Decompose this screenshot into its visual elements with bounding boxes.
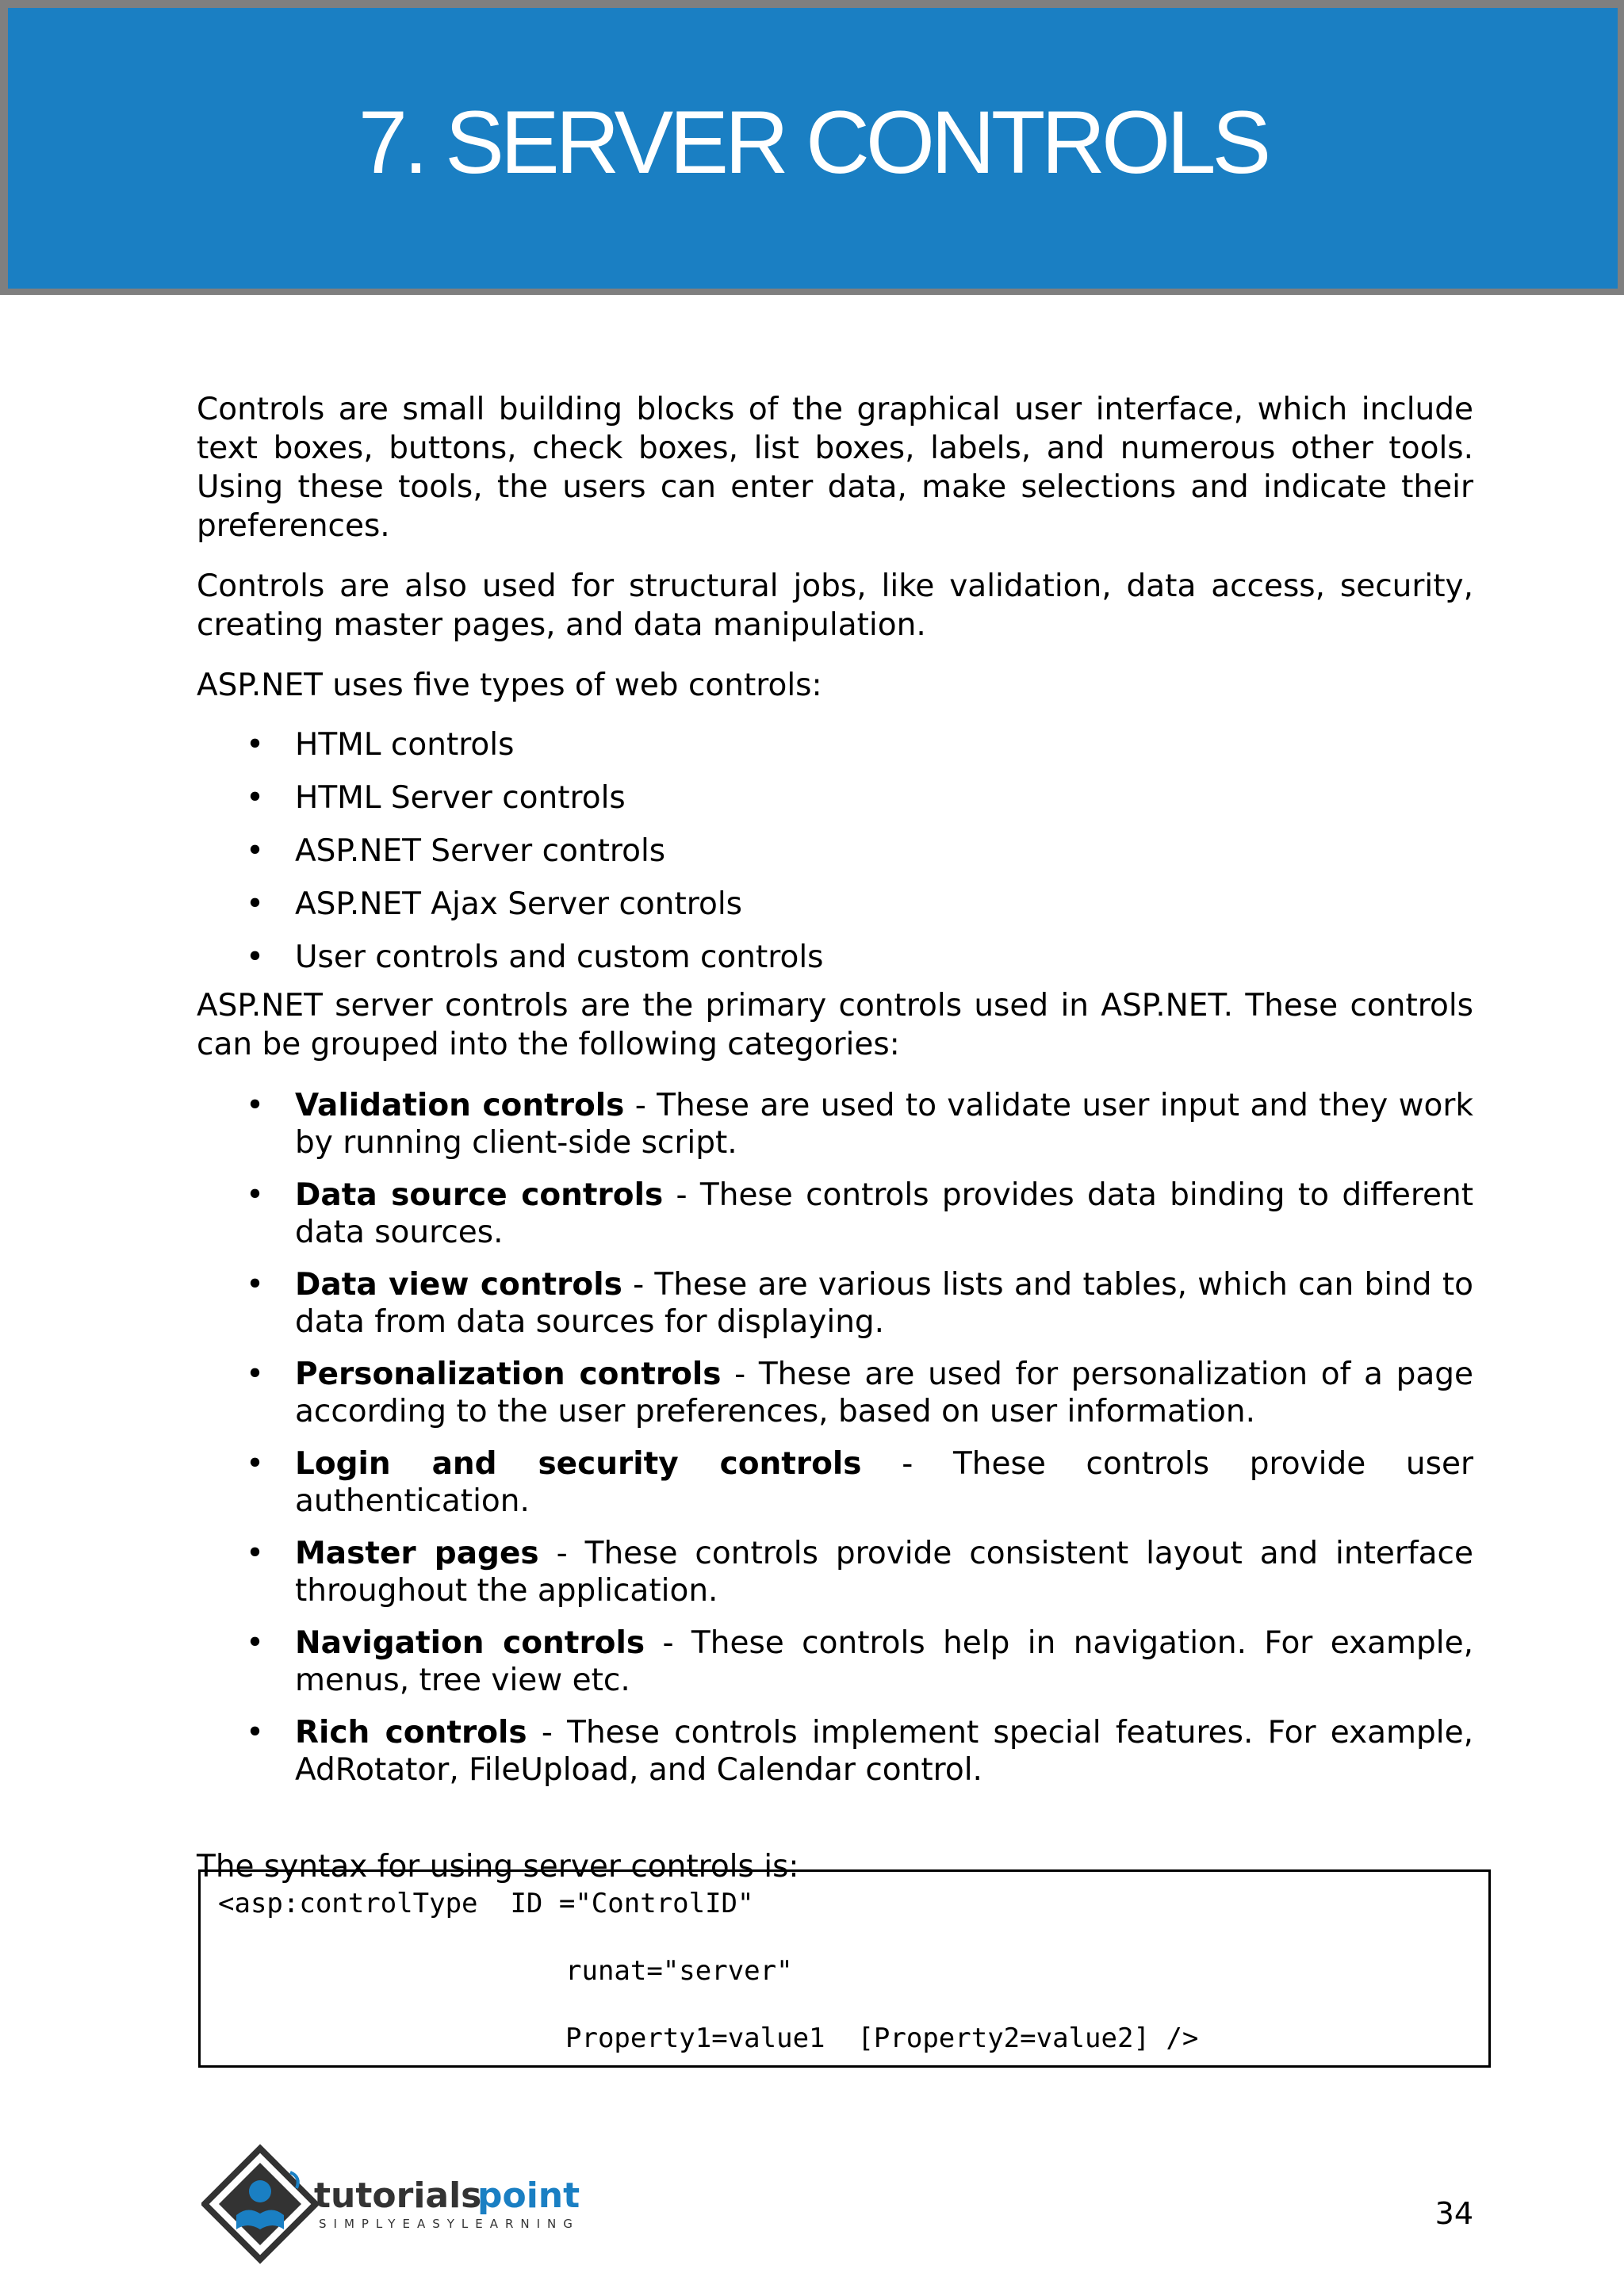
logo-brand-accent: point — [477, 2175, 580, 2216]
bullet-icon: • — [246, 1625, 265, 1661]
intro-paragraph: Controls are also used for structural jobs, like validation, data access, security, creating master pages, and data manipulation. — [197, 568, 1473, 643]
category-item — [197, 1356, 1473, 1430]
category-desc: - These controls provides data binding to different data sources. — [295, 1177, 1473, 1250]
page-content — [197, 390, 1473, 1908]
bullet-icon: • — [246, 727, 265, 763]
chapter-header — [0, 0, 1624, 295]
bullet-icon: • — [246, 1446, 265, 1482]
code-line: Property1=value1 [Property2=value2] /> — [565, 2022, 1199, 2054]
category-term: Login and security controls — [295, 1446, 862, 1482]
category-desc: - These controls help in navigation. For example, menus, tree view etc. — [295, 1625, 1473, 1698]
category-term: Personalization controls — [295, 1357, 722, 1392]
tutorialspoint-logo — [201, 2142, 614, 2266]
logo-brand-main: tutorials — [314, 2175, 482, 2216]
category-desc: - These controls provide consistent layout and interface throughout the application. — [295, 1536, 1473, 1609]
category-desc: - These are various lists and tables, which can bind to data from data sources for displaying. — [295, 1267, 1473, 1340]
category-desc: - These are used to validate user input and they work by running client-side script. — [295, 1088, 1473, 1161]
category-item — [197, 1714, 1473, 1789]
chapter-title: 7. SERVER CONTROLS — [358, 93, 1268, 192]
bullet-icon: • — [246, 1088, 265, 1123]
list-item: • User controls and custom controls — [246, 939, 824, 975]
bullet-icon: • — [246, 1177, 265, 1213]
bullet-icon: • — [246, 939, 265, 975]
list-item: • HTML controls — [246, 727, 515, 763]
code-block — [198, 1869, 1491, 2068]
categories-list — [197, 1087, 1473, 1789]
category-term: Data view controls — [295, 1267, 622, 1303]
logo-tagline: SIMPLYEASYLEARNING — [319, 2217, 580, 2231]
web-control-types-list — [197, 725, 1473, 986]
page-number: 34 — [1434, 2196, 1473, 2231]
category-desc: - These controls provide user authentication. — [295, 1446, 1473, 1519]
category-item — [197, 1624, 1473, 1699]
bullet-icon: • — [246, 886, 265, 922]
intro-paragraph: Controls are small building blocks of the graphical user interface, which include text boxes, buttons, check boxes, list boxes, labels, and numerous other tools. Using these tools, the users can enter data, make selections and indicate their preferences. — [197, 392, 1473, 544]
bullet-icon: • — [246, 1357, 265, 1392]
list-item: • ASP.NET Ajax Server controls — [246, 886, 742, 922]
category-term: Navigation controls — [295, 1625, 645, 1661]
logo-icon — [201, 2142, 614, 2266]
category-item — [197, 1445, 1473, 1520]
bullet-icon: • — [246, 1536, 265, 1571]
list-item: • HTML Server controls — [246, 780, 626, 816]
category-desc: - These controls implement special features. For example, AdRotator, FileUpload, and Calendar control. — [295, 1715, 1473, 1788]
category-desc: - These are used for personalization of a page according to the user preferences, based on user information. — [295, 1357, 1473, 1429]
code-line: runat="server" — [565, 1955, 793, 1987]
category-item — [197, 1266, 1473, 1341]
category-item — [197, 1087, 1473, 1161]
code-line: <asp:controlType ID ="ControlID" — [218, 1888, 754, 1919]
category-term: Data source controls — [295, 1177, 664, 1213]
category-term: Rich controls — [295, 1715, 527, 1751]
bullet-icon: • — [246, 833, 265, 869]
categories-intro: ASP.NET server controls are the primary controls used in ASP.NET. These controls can be grouped into the following categories: — [197, 988, 1473, 1062]
bullet-icon: • — [246, 1715, 265, 1751]
list-item: • ASP.NET Server controls — [246, 833, 666, 869]
category-item — [197, 1535, 1473, 1609]
bullet-icon: • — [246, 1267, 265, 1303]
intro-paragraph: ASP.NET uses five types of web controls: — [197, 668, 822, 703]
bullet-icon: • — [246, 780, 265, 816]
syntax-intro: The syntax for using server controls is: — [197, 1849, 799, 1885]
category-item — [197, 1177, 1473, 1251]
category-term: Validation controls — [295, 1088, 625, 1123]
category-term: Master pages — [295, 1536, 539, 1571]
